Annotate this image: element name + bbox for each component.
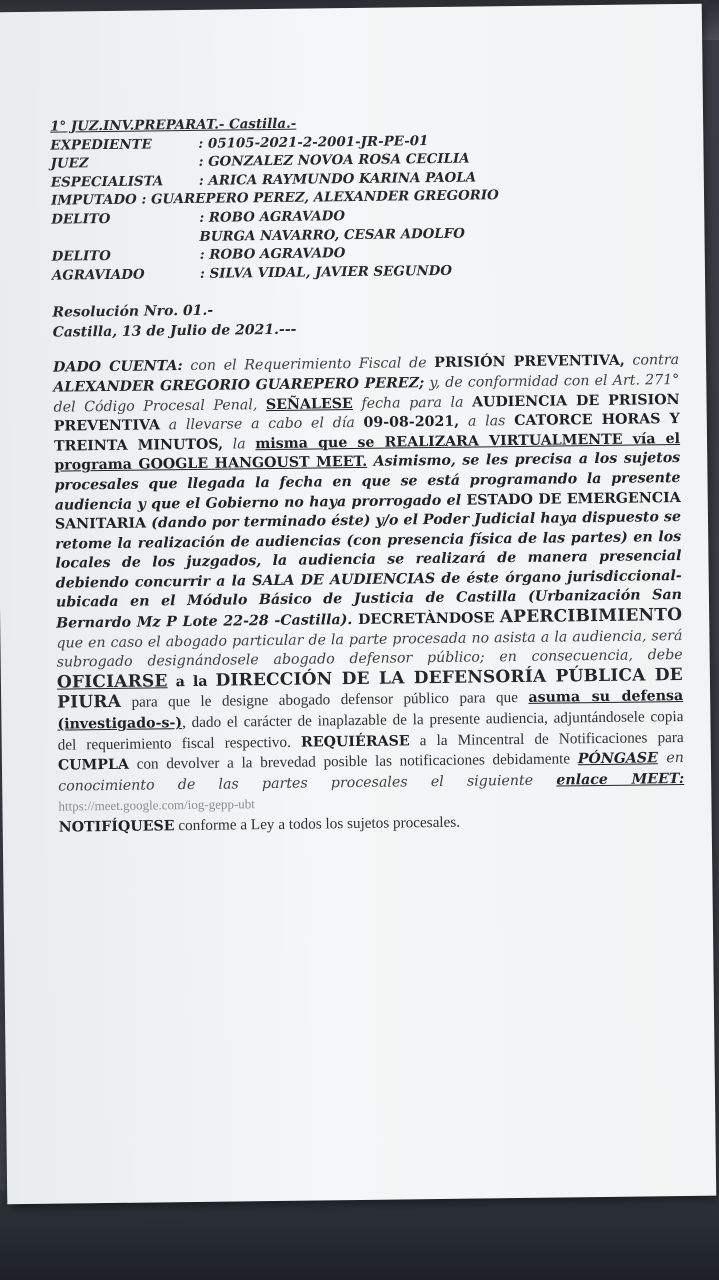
apercibimiento-term: APERCIBIMIENTO [499,605,683,628]
hearing-date: 09-08-2021, [363,413,460,432]
delito-label-1: DELITO [51,210,111,228]
body-text-segment: (dando por terminado éste) y/o el Poder Judicial haya dispuesto se retome la realización de audiencias (con presencia física de las partes) en los locales de los juzgados, la audiencia se realizará de manera presencial debiendo concurrir a la [55,509,682,592]
sala-audiencias-term: SALA DE AUDIENCIAS [252,570,436,590]
delito-value-2: : ROBO AGRAVADO [199,245,346,264]
body-text-segment: que en caso el abogado particular de la parte procesada no asista a la audiencia, será subrogado designándosele abogado defensor público; en consecuencia, debe [56,627,683,671]
body-text-segment: para que le designe abogado defensor público para que [120,689,529,712]
juez-label: JUEZ [50,155,89,172]
body-text-segment: fecha para la [352,394,473,412]
decretandose-term: DECRETÀNDOSE [357,610,495,629]
body-text-segment: a llevarse a cabo el día [159,415,364,434]
delito-label-2: DELITO [51,248,111,265]
expediente-value: : 05105-2021-2-2001-JR-PE-01 [198,132,429,152]
delito-extra-name: BURGA NAVARRO, CESAR ADOLFO [199,225,466,245]
resolution-body [53,351,685,838]
imputado-value: IMPUTADO : GUAREPERO PEREZ, ALEXANDER GREGORIO [50,187,499,210]
body-text-segment: contra [624,352,680,370]
requierase-term: REQUIÉRASE [300,732,410,751]
body-text-segment: de éste órgano jurisdiccional-ubicada en el Módulo Básico de Justicia de Castilla (Urbanización San Bernardo Mz P Lote 22-28 -Castilla). [55,567,683,632]
especialista-value: : ARICA RAYMUNDO KARINA PAOLA [198,169,477,189]
body-text-segment: , dado el carácter de inaplazable de la presente audiencia, adjuntándosele copia del requerimiento fiscal respectivo. [57,708,684,754]
resolution-block [52,295,678,343]
body-text-segment: con el Requerimiento Fiscal de [182,355,435,375]
resolution-number: Resolución Nro. 01.- [52,303,214,322]
hearing-time: CATORCE HORAS Y TREINTA MINUTOS, [53,411,680,455]
prision-preventiva-term: PRISIÓN PREVENTIVA, [434,353,625,372]
body-text-segment: con devolver a la brevedad posible las notificaciones debidamente [128,750,578,773]
body-text-segment: a la [167,673,216,691]
document-page [0,4,716,1205]
audiencia-term: AUDIENCIA DE PRISION PREVENTIVA [53,391,680,435]
body-text-segment: la [222,435,256,453]
meet-link[interactable]: https://meet.google.com/iog-gepp-ubt [58,796,255,815]
body-text-segment: a la Mincentral de Notificaciones para [409,728,684,749]
court-name: 1° JUZ.INV.PREPARAT.- Castilla.- [50,115,297,135]
cumpla-term: CUMPLA [57,756,130,774]
accused-name: ALEXANDER GREGORIO GUAREPERO PEREZ; [53,375,425,396]
document-content [50,110,685,838]
body-text-segment: conforme a Ley a todos los sujetos procesales. [174,813,461,835]
especialista-label: ESPECIALISTA [50,173,164,191]
asuma-defensa-term: asuma su defensa (investigado-s-) [57,688,684,733]
agraviado-label: AGRAVIADO [51,266,145,284]
delito-value-1: : ROBO AGRAVADO [199,208,346,226]
body-text-segment: Asimismo, se les precisa a los sujetos procesales que llegada la fecha en que se está programando la presente audiencia y que el Gobierno no haya prorrogado el [54,450,681,514]
virtual-hearing-notice: misma que se REALIZARA VIRTUALMENTE vía el programa GOOGLE HANGOUST MEET. [54,430,681,474]
dado-cuenta-heading: DADO CUENTA: [52,358,183,377]
emergency-term: ESTADO DE EMERGENCIA SANITARIA [54,489,681,533]
juez-value: : GONZALEZ NOVOA ROSA CECILIA [198,150,470,171]
notifiquese-term: NOTIFÍQUESE [58,818,175,836]
body-text-segment: en conocimiento de las partes procesales el siguiente [58,750,684,795]
oficiarse-term: OFICIARSE [56,671,168,693]
pongase-term: PÓNGASE [577,750,659,768]
desk-background-bottom [0,1190,719,1280]
body-text-segment: a las [459,413,515,430]
senalese-term: SEÑALESE [265,395,353,413]
body-text-segment: y, de conformidad con el Art. 271° del Código Procesal Penal, [53,371,680,416]
case-header [50,110,678,285]
defensoria-term: DIRECCIÓN DE LA DEFENSORÍA PÚBLICA DE PIURA [57,664,684,714]
enlace-meet-label: enlace MEET: [556,770,685,789]
agraviado-value: : SILVA VIDAL, JAVIER SEGUNDO [199,262,453,282]
expediente-label: EXPEDIENTE [50,136,152,154]
resolution-date: Castilla, 13 de Julio de 2021.--- [52,322,297,342]
